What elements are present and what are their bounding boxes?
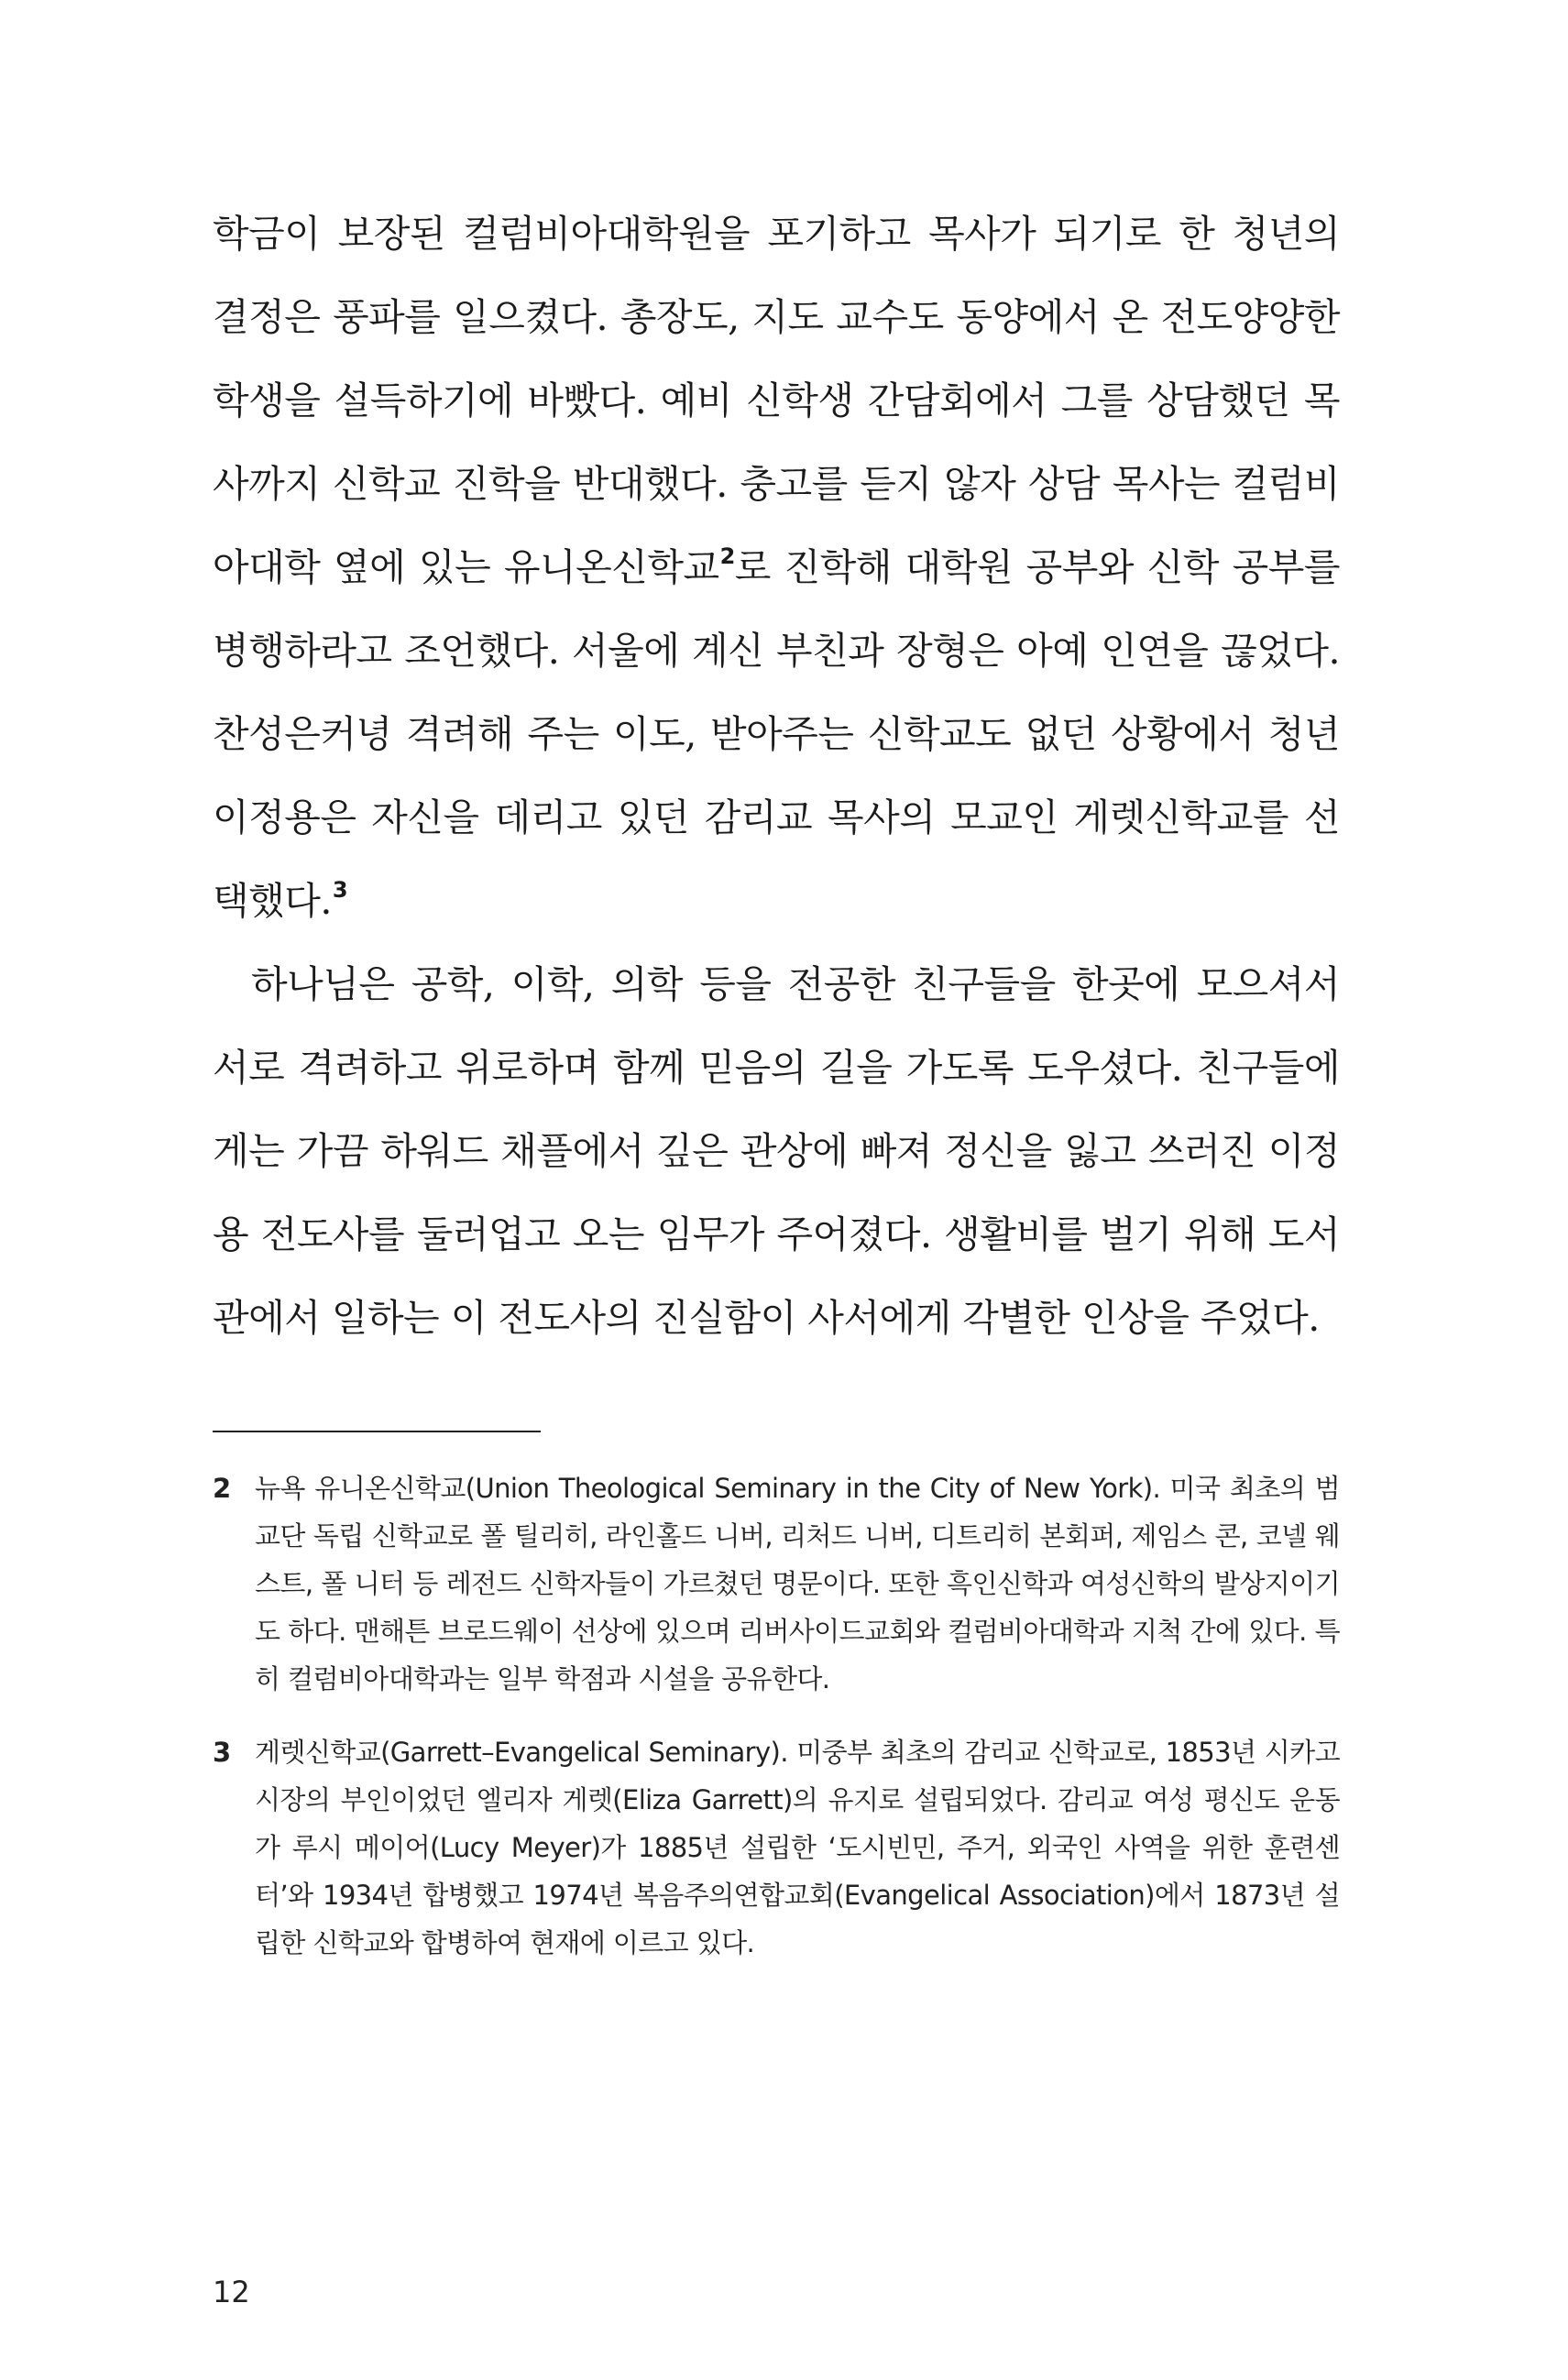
- paragraph-1: [213, 192, 1340, 943]
- footnote-text: 뉴욕 유니온신학교(Union Theological Seminary in the City of New York). 미국 최초의 범교단 독립 신학교로 폴 틸리히, 라인홀드 니버, 리처드 니버, 디트리히 본회퍼, 제임스 콘, 코넬 웨스트, 폴 니터 등 레전드 신학자들이 가르쳤던 명문이다. 또한 흑인신학과 여성신학의 발상지이기도 하다. 맨해튼 브로드웨이 선상에 있으며 리버사이드교회와 컬럼비아대학과 지척 간에 있다. 특히 컬럼비아대학과는 일부 학점과 시설을 공유한다.: [255, 1473, 1340, 1695]
- footnote-divider: [213, 1431, 541, 1432]
- page-number: 12: [213, 2275, 250, 2309]
- main-text: [213, 192, 1340, 1360]
- footnote-ref-2[interactable]: 2: [719, 543, 735, 569]
- paragraph-1-text-b: 로 진학해 대학원 공부와 신학 공부를 병행하라고 조언했다. 서울에 계신 부친과 장형은 아예 인연을 끊었다. 찬성은커녕 격려해 주는 이도, 받아주는 신학교도 없던 상황에서 청년 이정용은 자신을 데리고 있던 감리교 목사의 모교인 게렛신학교를 선택했다.: [213, 545, 1340, 923]
- paragraph-1-text-a: 학금이 보장된 컬럼비아대학원을 포기하고 목사가 되기로 한 청년의 결정은 풍파를 일으켰다. 총장도, 지도 교수도 동양에서 온 전도양양한 학생을 설득하기에 바빴다. 예비 신학생 간담회에서 그를 상담했던 목사까지 신학교 진학을 반대했다. 충고를 듣지 않자 상담 목사는 컬럼비아대학 옆에 있는 유니온신학교: [213, 212, 1340, 589]
- footnote-ref-3[interactable]: 3: [332, 877, 348, 903]
- footnote-number: 3: [213, 1737, 231, 1768]
- paragraph-2: 하나님은 공학, 이학, 의학 등을 전공한 친구들을 한곳에 모으셔서 서로 격려하고 위로하며 함께 믿음의 길을 가도록 도우셨다. 친구들에게는 가끔 하워드 채플에서 깊은 관상에 빠져 정신을 잃고 쓰러진 이정용 전도사를 둘러업고 오는 임무가 주어졌다. 생활비를 벌기 위해 도서관에서 일하는 이 전도사의 진실함이 사서에게 각별한 인상을 주었다.: [213, 962, 1340, 1340]
- footnote-2: [213, 1464, 1340, 1703]
- footnote-text: 게렛신학교(Garrett–Evangelical Seminary). 미중부 최초의 감리교 신학교로, 1853년 시카고 시장의 부인이었던 엘리자 게렛(Eliza Garrett)의 유지로 설립되었다. 감리교 여성 평신도 운동가 루시 메이어(Lucy Meyer)가 1885년 설립한 ‘도시빈민, 주거, 외국인 사역을 위한 훈련센터’와 1934년 합병했고 1974년 복음주의연합교회(Evangelical Association)에서 1873년 설립한 신학교와 합병하여 현재에 이르고 있다.: [255, 1737, 1340, 1958]
- footnotes: [213, 1464, 1340, 1967]
- footnote-number: 2: [213, 1473, 231, 1504]
- footnote-3: [213, 1728, 1340, 1967]
